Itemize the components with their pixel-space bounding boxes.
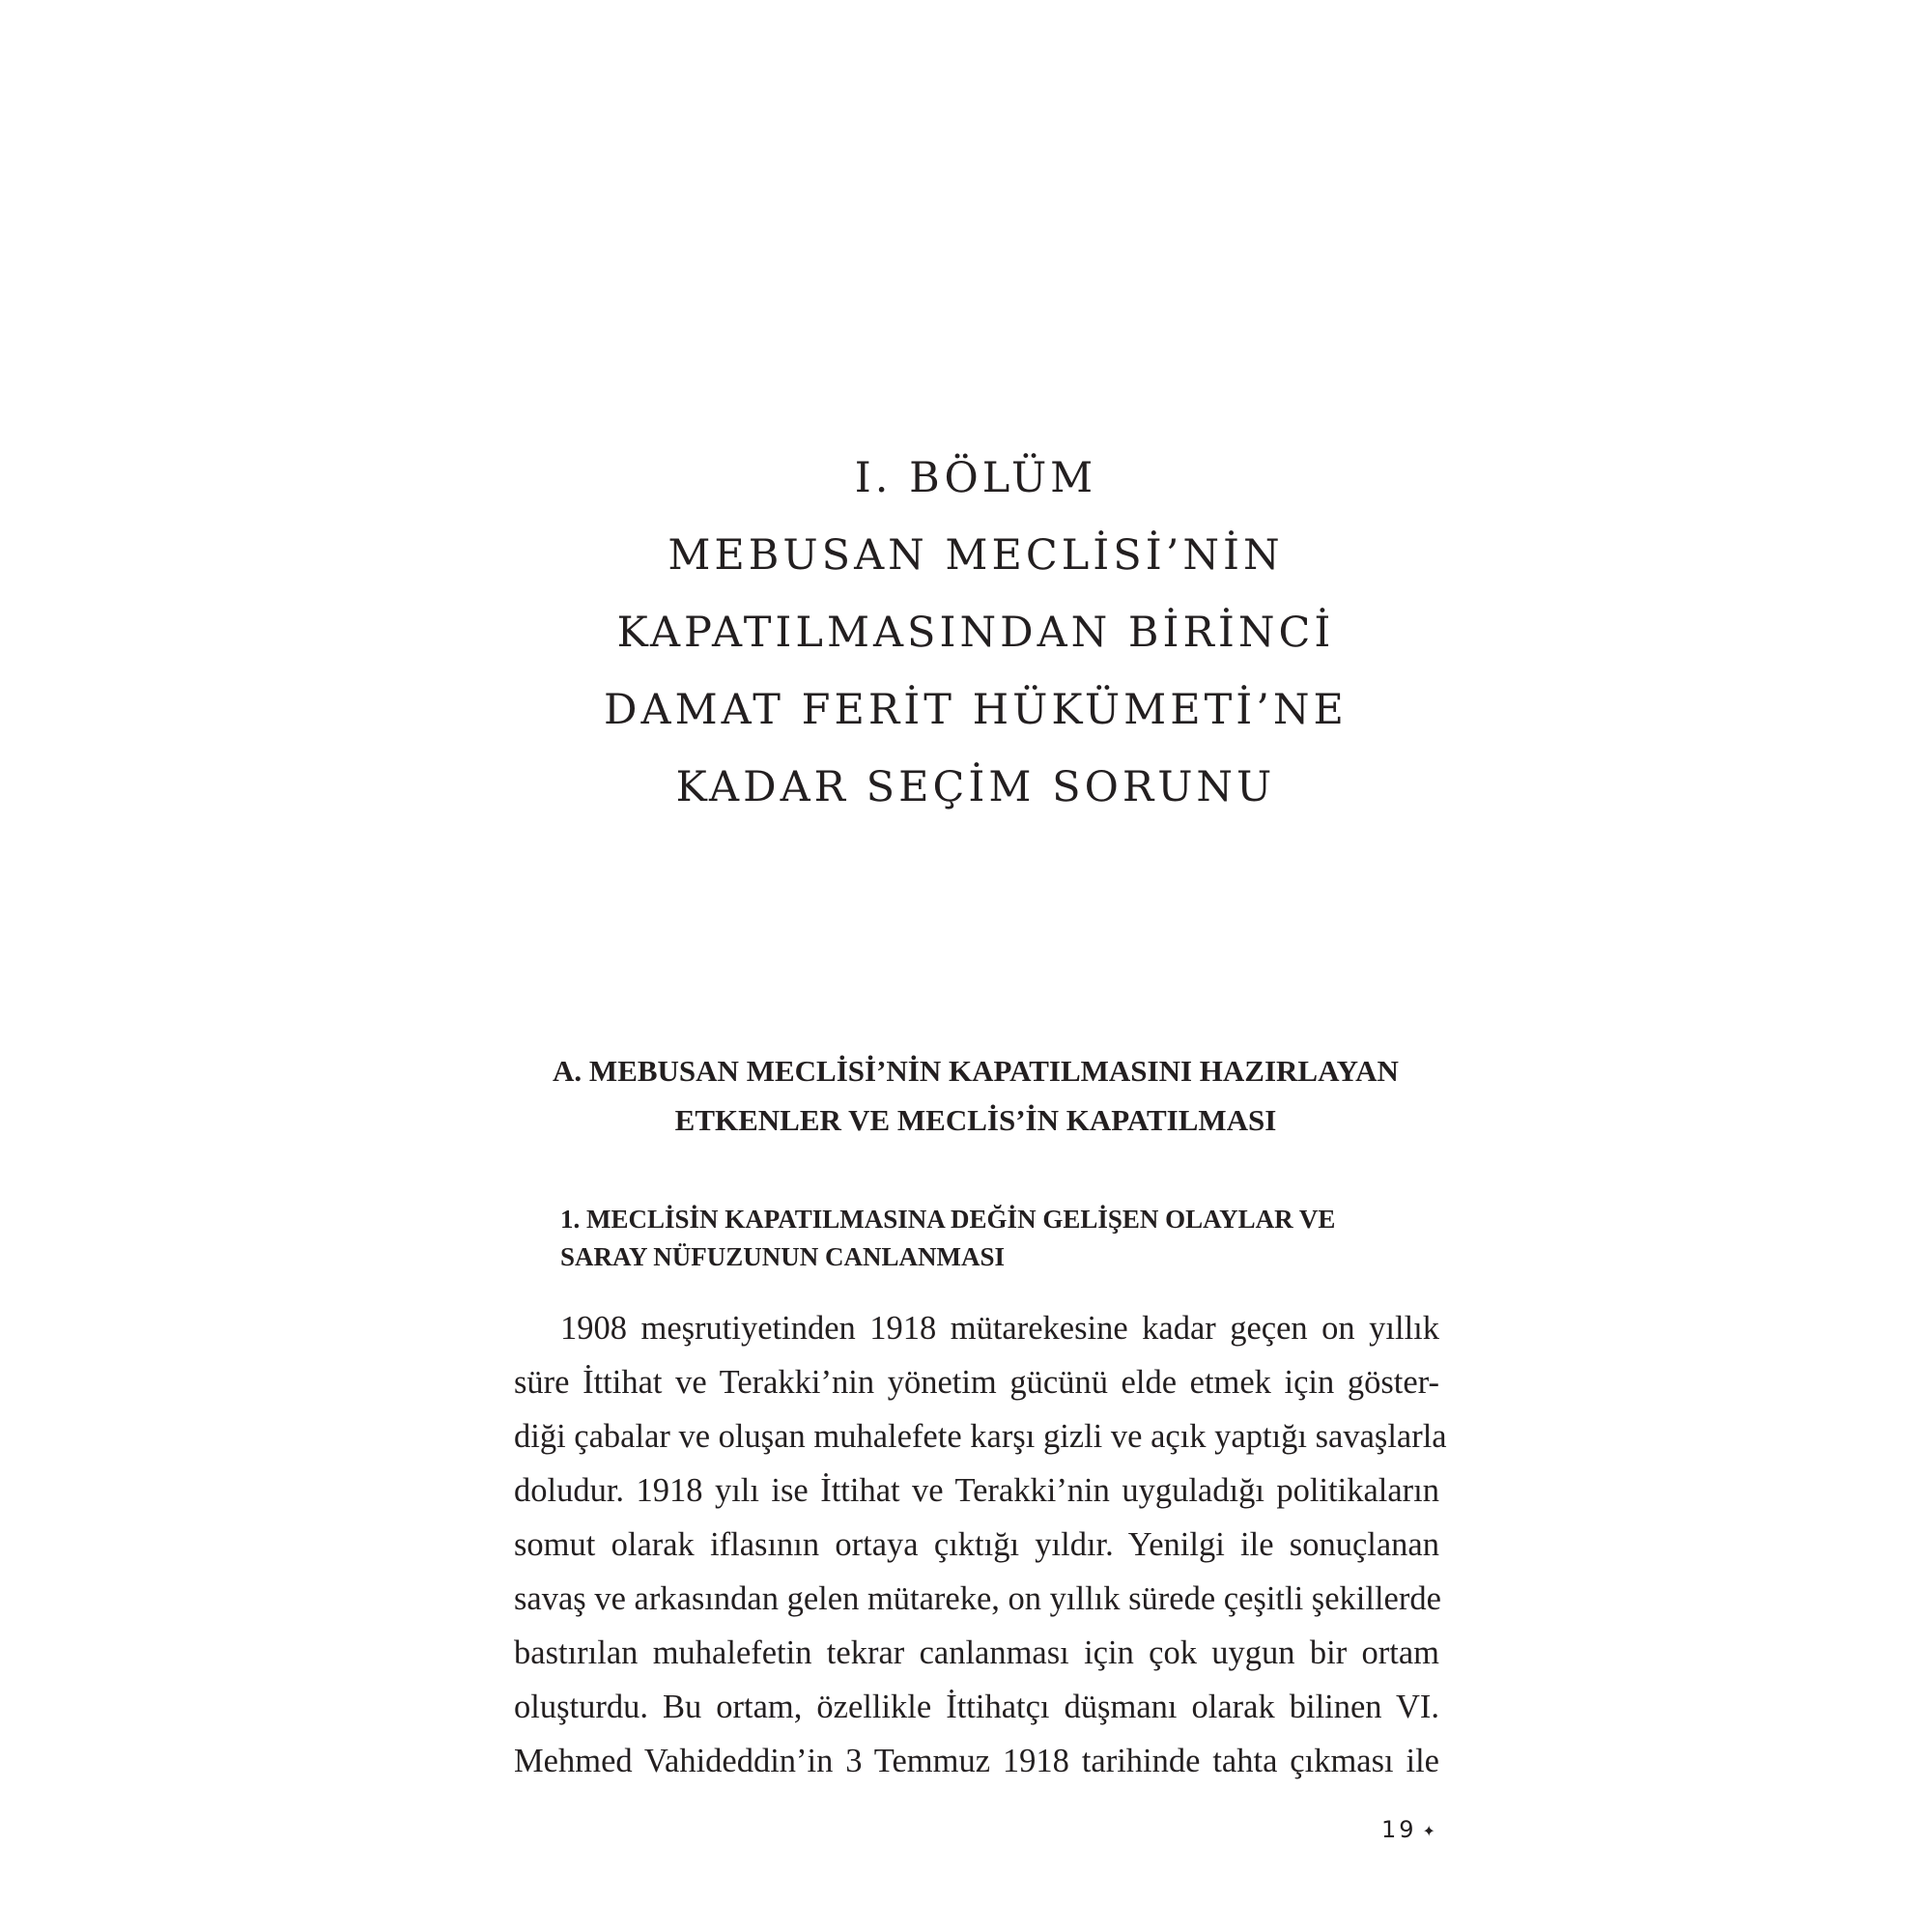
body-line: süre İttihat ve Terakki’nin yönetim gücünü elde etmek için göster- [514,1364,1439,1401]
chapter-title-line: DAMAT FERİT HÜKÜMETİ’NE [604,686,1348,734]
body-line: savaş ve arkasından gelen mütareke, on yıllık sürede çeşitli şekillerde [514,1580,1441,1617]
body-line: diği çabalar ve oluşan muhalefete karşı gizli ve açık yaptığı savaşlarla [514,1418,1447,1455]
body-paragraph [514,1301,1447,1788]
body-line: somut olarak iflasının ortaya çıktığı yıldır. Yenilgi ile sonuçlanan [514,1526,1439,1563]
chapter-title-line: I. BÖLÜM [854,454,1097,502]
body-line: bastırılan muhalefetin tekrar canlanması için çok uygun bir ortam [514,1634,1439,1671]
chapter-title-line: KADAR SEÇİM SORUNU [675,763,1276,811]
page-footer [1381,1816,1438,1843]
subsection-heading-line: SARAY NÜFUZUNUN CANLANMASI [560,1242,1006,1271]
page-number: 19 [1381,1816,1417,1843]
body-line: oluşturdu. Bu ortam, özellikle İttihatçı düşmanı olarak bilinen VI. [514,1689,1439,1725]
section-heading-line: A. MEBUSAN MECLİSİ’NİN KAPATILMASINI HAZIRLAYAN [553,1054,1399,1088]
star-ornament-icon: ✦ [1422,1821,1438,1840]
subsection-heading-line: 1. MECLİSİN KAPATILMASINA DEĞİN GELİŞEN OLAYLAR VE [560,1205,1336,1234]
section-heading [512,1046,1439,1145]
chapter-title-line: KAPATILMASINDAN BİRİNCİ [616,609,1335,657]
body-line: Mehmed Vahideddin’in 3 Temmuz 1918 tarihinde tahta çıkması ile [514,1743,1439,1779]
section-heading-line: ETKENLER VE MECLİS’İN KAPATILMASI [674,1103,1277,1137]
chapter-title-line: MEBUSAN MECLİSİ’NİN [668,531,1284,580]
body-line: doludur. 1918 yılı ise İttihat ve Terakki’nin uyguladığı politikaların [514,1472,1439,1509]
subsection-heading [560,1201,1430,1276]
body-line: 1908 meşrutiyetinden 1918 mütarekesine kadar geçen on yıllık [560,1310,1439,1347]
chapter-title [512,440,1439,826]
